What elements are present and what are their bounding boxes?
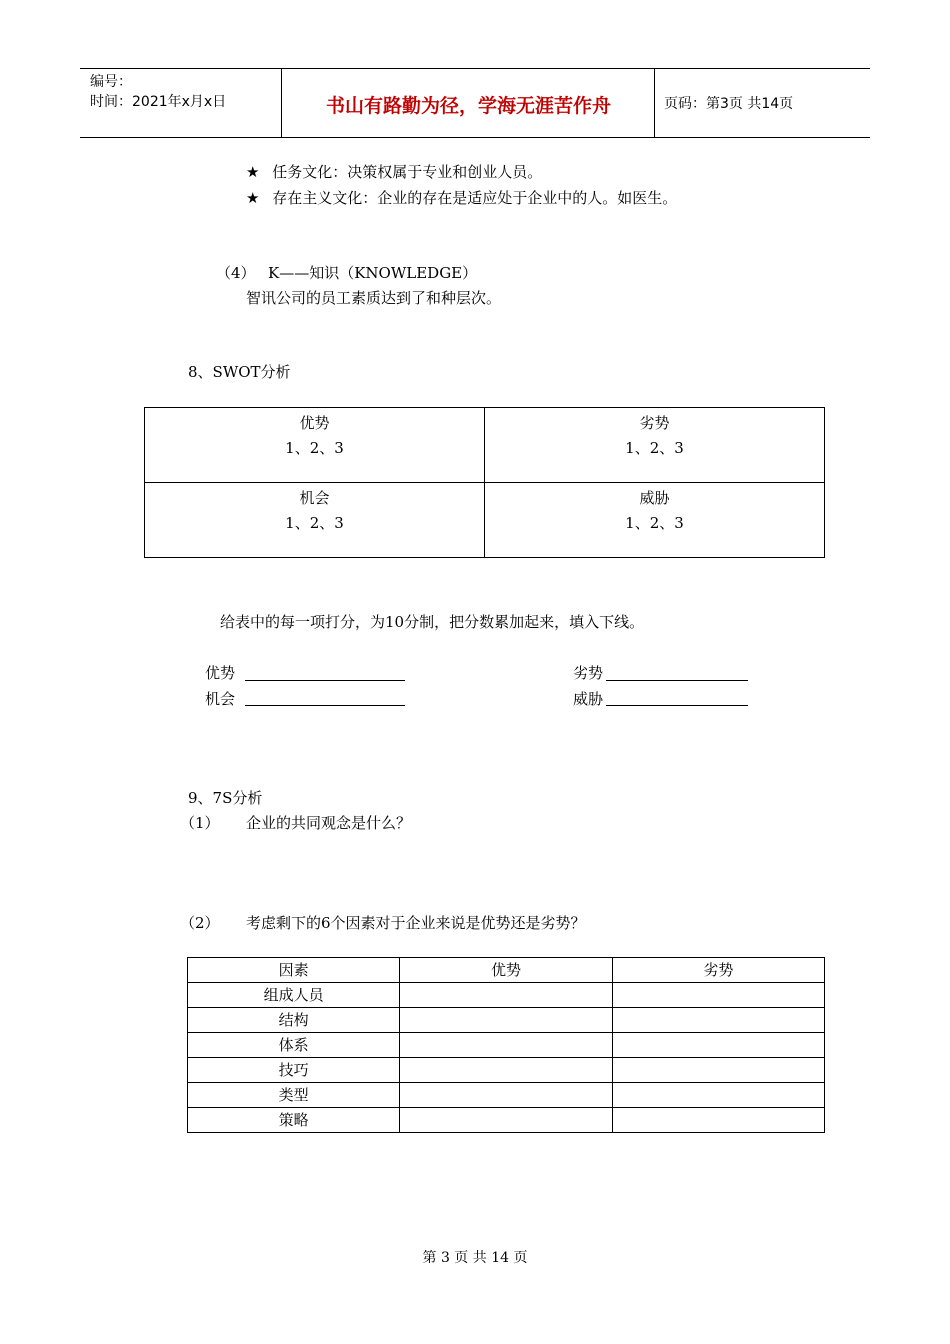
swot-cell-title: 劣势 [639,414,670,432]
factor-cell: 结构 [188,1008,400,1033]
culture-item [246,161,542,182]
swot-cell-items: 1、2、3 [625,439,684,457]
swot-instruction: 给表中的每一项打分，为10分制，把分数累加起来，填入下线。 [220,613,645,631]
strength-cell[interactable] [400,1083,612,1108]
header-motto: 书山有路勤为径，学海无涯苦作舟 [325,95,611,117]
swot-heading: 8、SWOT分析 [188,363,291,381]
table-row [188,1108,825,1133]
table-row [188,1083,825,1108]
question-text: 企业的共同观念是什么？ [246,814,412,832]
star-icon: ★ [246,163,260,181]
factor-cell: 类型 [188,1083,400,1108]
table-row [188,1033,825,1058]
knowledge-heading: K——知识（KNOWLEDGE） [268,264,478,282]
weakness-cell[interactable] [612,1058,824,1083]
swot-table [144,407,825,558]
header-page-label: 页码：第3页 共14页 [664,96,794,112]
factor-cell: 组成人员 [188,983,400,1008]
table-row [188,983,825,1008]
strength-cell[interactable] [400,1033,612,1058]
weakness-cell[interactable] [612,983,824,1008]
score-line-threat[interactable] [606,705,748,706]
swot-cell-items: 1、2、3 [285,514,344,532]
strength-cell[interactable] [400,1058,612,1083]
swot-cell-title: 优势 [299,414,330,432]
strength-cell[interactable] [400,1008,612,1033]
weakness-cell[interactable] [612,1108,824,1133]
culture-item [246,187,677,208]
table-header-row [188,958,825,983]
weakness-cell[interactable] [612,1008,824,1033]
score-label-strength: 优势 [205,664,236,682]
strength-cell[interactable] [400,1108,612,1133]
question-text: 考虑剩下的6个因素对于企业来说是优势还是劣势？ [246,914,586,932]
column-header: 劣势 [612,958,824,983]
seven-s-heading: 9、7S分析 [188,789,263,807]
swot-cell-title: 机会 [299,489,330,507]
swot-cell-opportunity [145,483,485,558]
factor-cell: 体系 [188,1033,400,1058]
star-icon: ★ [246,189,260,207]
knowledge-heading-num: （4） [216,264,256,282]
column-header: 优势 [400,958,612,983]
header-meta [90,72,226,112]
score-line-weakness[interactable] [606,680,748,681]
time-label: 时间：2021年x月x日 [90,94,227,110]
score-label-weakness: 劣势 [573,664,604,682]
question-num: （2） [180,914,220,932]
score-line-opportunity[interactable] [245,705,405,706]
factor-cell: 策略 [188,1108,400,1133]
weakness-cell[interactable] [612,1033,824,1058]
page-header [80,68,870,138]
seven-s-table [187,957,825,1133]
swot-cell-strength [145,408,485,483]
page-footer: 第 3 页 共 14 页 [422,1250,528,1266]
table-row [188,1008,825,1033]
swot-cell-items: 1、2、3 [625,514,684,532]
swot-cell-items: 1、2、3 [285,439,344,457]
question-num: （1） [180,814,220,832]
column-header: 因素 [188,958,400,983]
score-label-opportunity: 机会 [205,690,236,708]
culture-text: 存在主义文化：企业的存在是适应处于企业中的人。如医生。 [272,189,678,207]
score-line-strength[interactable] [245,680,405,681]
factor-cell: 技巧 [188,1058,400,1083]
weakness-cell[interactable] [612,1083,824,1108]
knowledge-body: 智讯公司的员工素质达到了和种层次。 [246,289,502,307]
swot-cell-title: 威胁 [639,489,670,507]
swot-cell-threat [485,483,825,558]
strength-cell[interactable] [400,983,612,1008]
number-label: 编号： [90,74,132,90]
score-label-threat: 威胁 [573,690,604,708]
swot-cell-weakness [485,408,825,483]
header-divider [654,69,655,137]
table-row [188,1058,825,1083]
culture-text: 任务文化：决策权属于专业和创业人员。 [272,163,543,181]
